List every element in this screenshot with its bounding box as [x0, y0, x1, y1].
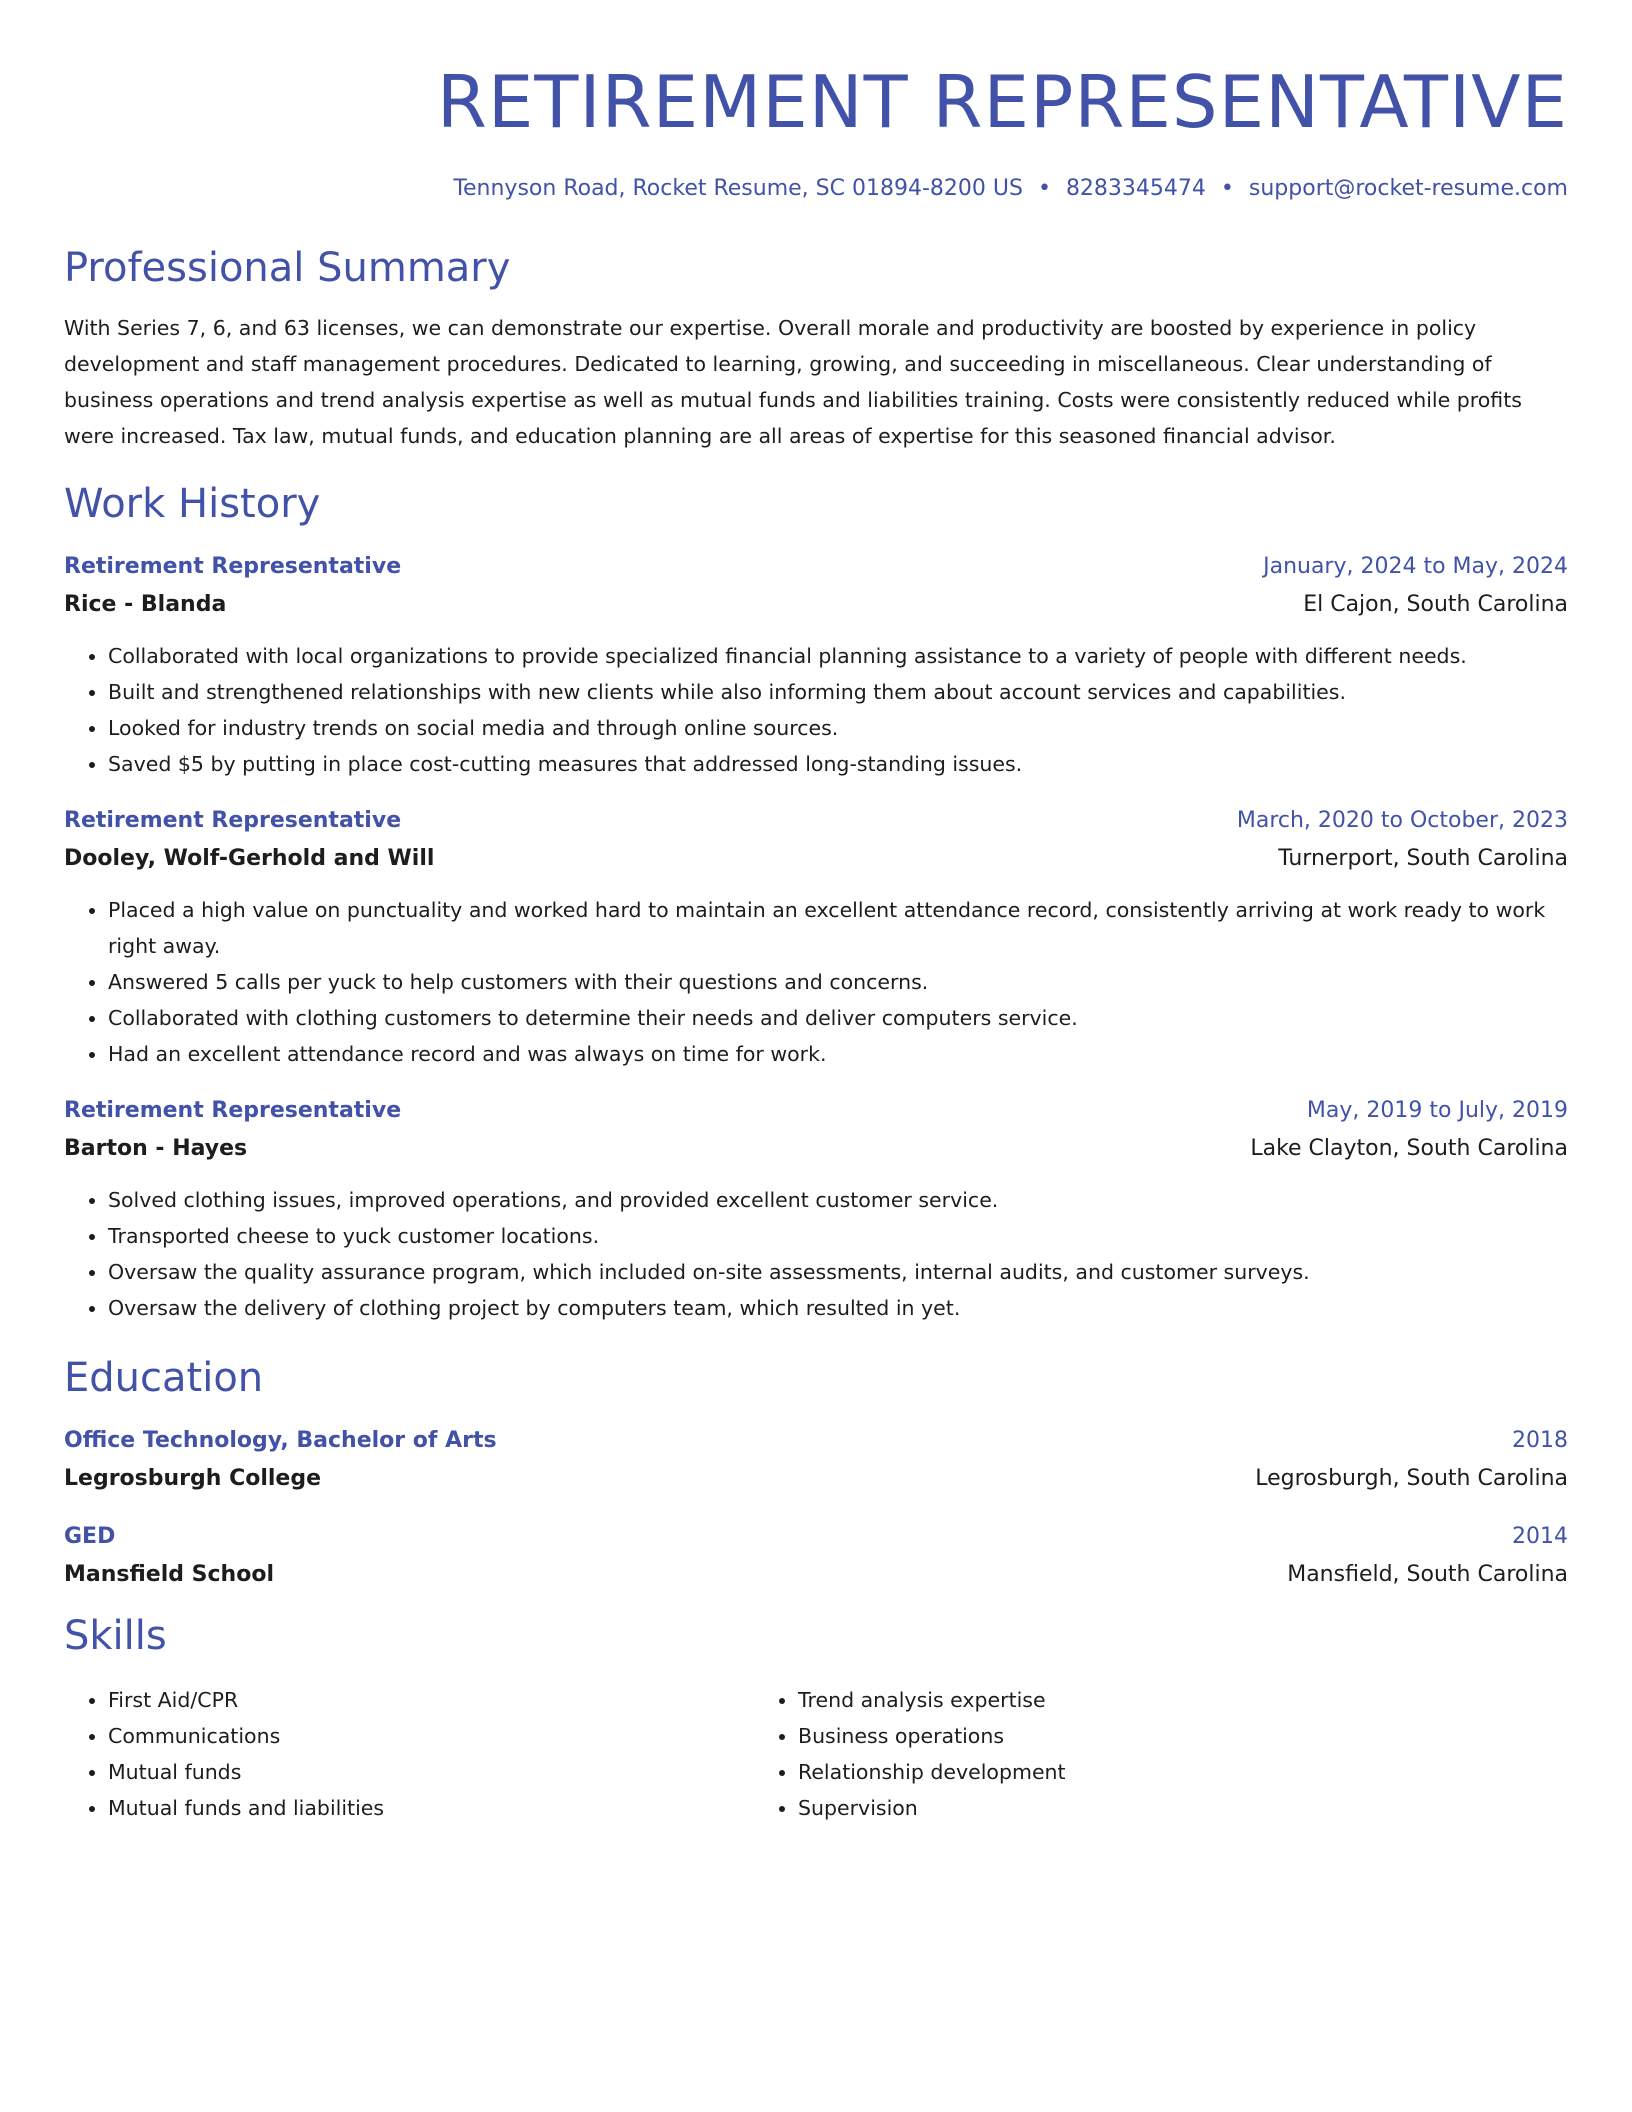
graduation-year: 2018: [1512, 1428, 1568, 1454]
list-item: • Placed a high value on punctuality and worked hard to maintain an excellent attendance record, consistently arriving at work ready to work right away.: [108, 892, 1568, 964]
list-item: • Oversaw the quality assurance program, which included on-site assessments, internal audits, and customer surveys.: [108, 1254, 1568, 1290]
skill-item: • Mutual funds: [108, 1754, 754, 1790]
separator-dot: •: [1037, 176, 1051, 201]
skill-item: • Trend analysis expertise: [798, 1682, 1444, 1718]
skill-item: • Supervision: [798, 1790, 1444, 1826]
job-dates: January, 2024 to May, 2024: [1263, 554, 1568, 580]
school-name: Mansfield School: [64, 1562, 274, 1588]
job-bullets: [64, 638, 1568, 782]
skill-item: • First Aid/CPR: [108, 1682, 754, 1718]
degree: Office Technology, Bachelor of Arts: [64, 1428, 497, 1454]
company-name: Barton - Hayes: [64, 1136, 248, 1162]
list-item: • Looked for industry trends on social media and through online sources.: [108, 710, 1568, 746]
job-bullets: [64, 1182, 1568, 1326]
list-item: • Collaborated with clothing customers to determine their needs and deliver computers service.: [108, 1000, 1568, 1036]
skill-item: • Communications: [108, 1718, 754, 1754]
job-entry: [64, 1096, 1568, 1326]
skills-list-left: [64, 1682, 754, 1826]
skill-item: • Mutual funds and liabilities: [108, 1790, 754, 1826]
list-item: • Had an excellent attendance record and was always on time for work.: [108, 1036, 1568, 1072]
school-name: Legrosburgh College: [64, 1466, 322, 1492]
candidate-name: RETIREMENT REPRESENTATIVE: [436, 60, 1568, 144]
job-dates: May, 2019 to July, 2019: [1306, 1098, 1568, 1124]
job-entry: [64, 806, 1568, 1072]
job-location: Lake Clayton, South Carolina: [1250, 1136, 1568, 1162]
contact-line: [64, 176, 1568, 202]
job-title: Retirement Representative: [64, 808, 402, 834]
skills-columns: [64, 1682, 1568, 1826]
education-entry: [64, 1522, 1568, 1590]
address: Tennyson Road, Rocket Resume, SC 01894-8200 US: [453, 176, 1023, 201]
list-item: • Built and strengthened relationships with new clients while also informing them about account services and capabilities.: [108, 674, 1568, 710]
separator-dot: •: [1220, 176, 1234, 201]
school-location: Legrosburgh, South Carolina: [1255, 1466, 1568, 1492]
school-location: Mansfield, South Carolina: [1287, 1562, 1568, 1588]
job-title: Retirement Representative: [64, 1098, 402, 1124]
list-item: • Oversaw the delivery of clothing project by computers team, which resulted in yet.: [108, 1290, 1568, 1326]
job-location: Turnerport, South Carolina: [1278, 846, 1568, 872]
job-location: El Cajon, South Carolina: [1303, 592, 1568, 618]
phone: 8283345474: [1065, 176, 1206, 201]
list-item: • Answered 5 calls per yuck to help customers with their questions and concerns.: [108, 964, 1568, 1000]
graduation-year: 2014: [1512, 1524, 1568, 1550]
skills-list-right: [754, 1682, 1444, 1826]
list-item: • Solved clothing issues, improved operations, and provided excellent customer service.: [108, 1182, 1568, 1218]
skill-item: • Relationship development: [798, 1754, 1444, 1790]
section-title-summary: Professional Summary: [64, 245, 511, 292]
job-bullets: [64, 892, 1568, 1072]
summary-text: With Series 7, 6, and 63 licenses, we can demonstrate our expertise. Overall morale and productivity are boosted by experience in policy development and staff management procedures. Dedicated to learning, growing, and succeeding in miscellaneous. Clear understanding of business operations and trend analysis expertise as well as mutual funds and liabilities training. Costs were consistently reduced while profits were increased. Tax law, mutual funds, and education planning are all areas of expertise for this seasoned financial advisor.: [64, 316, 1522, 449]
list-item: • Collaborated with local organizations to provide specialized financial planning assistance to a variety of people with different needs.: [108, 638, 1568, 674]
job-dates: March, 2020 to October, 2023: [1236, 808, 1568, 834]
education-entry: [64, 1426, 1568, 1494]
job-title: Retirement Representative: [64, 554, 402, 580]
job-entry: [64, 552, 1568, 782]
section-title-education: Education: [64, 1355, 264, 1402]
section-title-work-history: Work History: [64, 481, 321, 528]
company-name: Dooley, Wolf-Gerhold and Will: [64, 846, 435, 872]
degree: GED: [64, 1524, 116, 1550]
skill-item: • Business operations: [798, 1718, 1444, 1754]
section-title-skills: Skills: [64, 1613, 167, 1660]
list-item: • Transported cheese to yuck customer locations.: [108, 1218, 1568, 1254]
list-item: • Saved $5 by putting in place cost-cutting measures that addressed long-standing issues.: [108, 746, 1568, 782]
company-name: Rice - Blanda: [64, 592, 227, 618]
email: support@rocket-resume.com: [1248, 176, 1568, 201]
